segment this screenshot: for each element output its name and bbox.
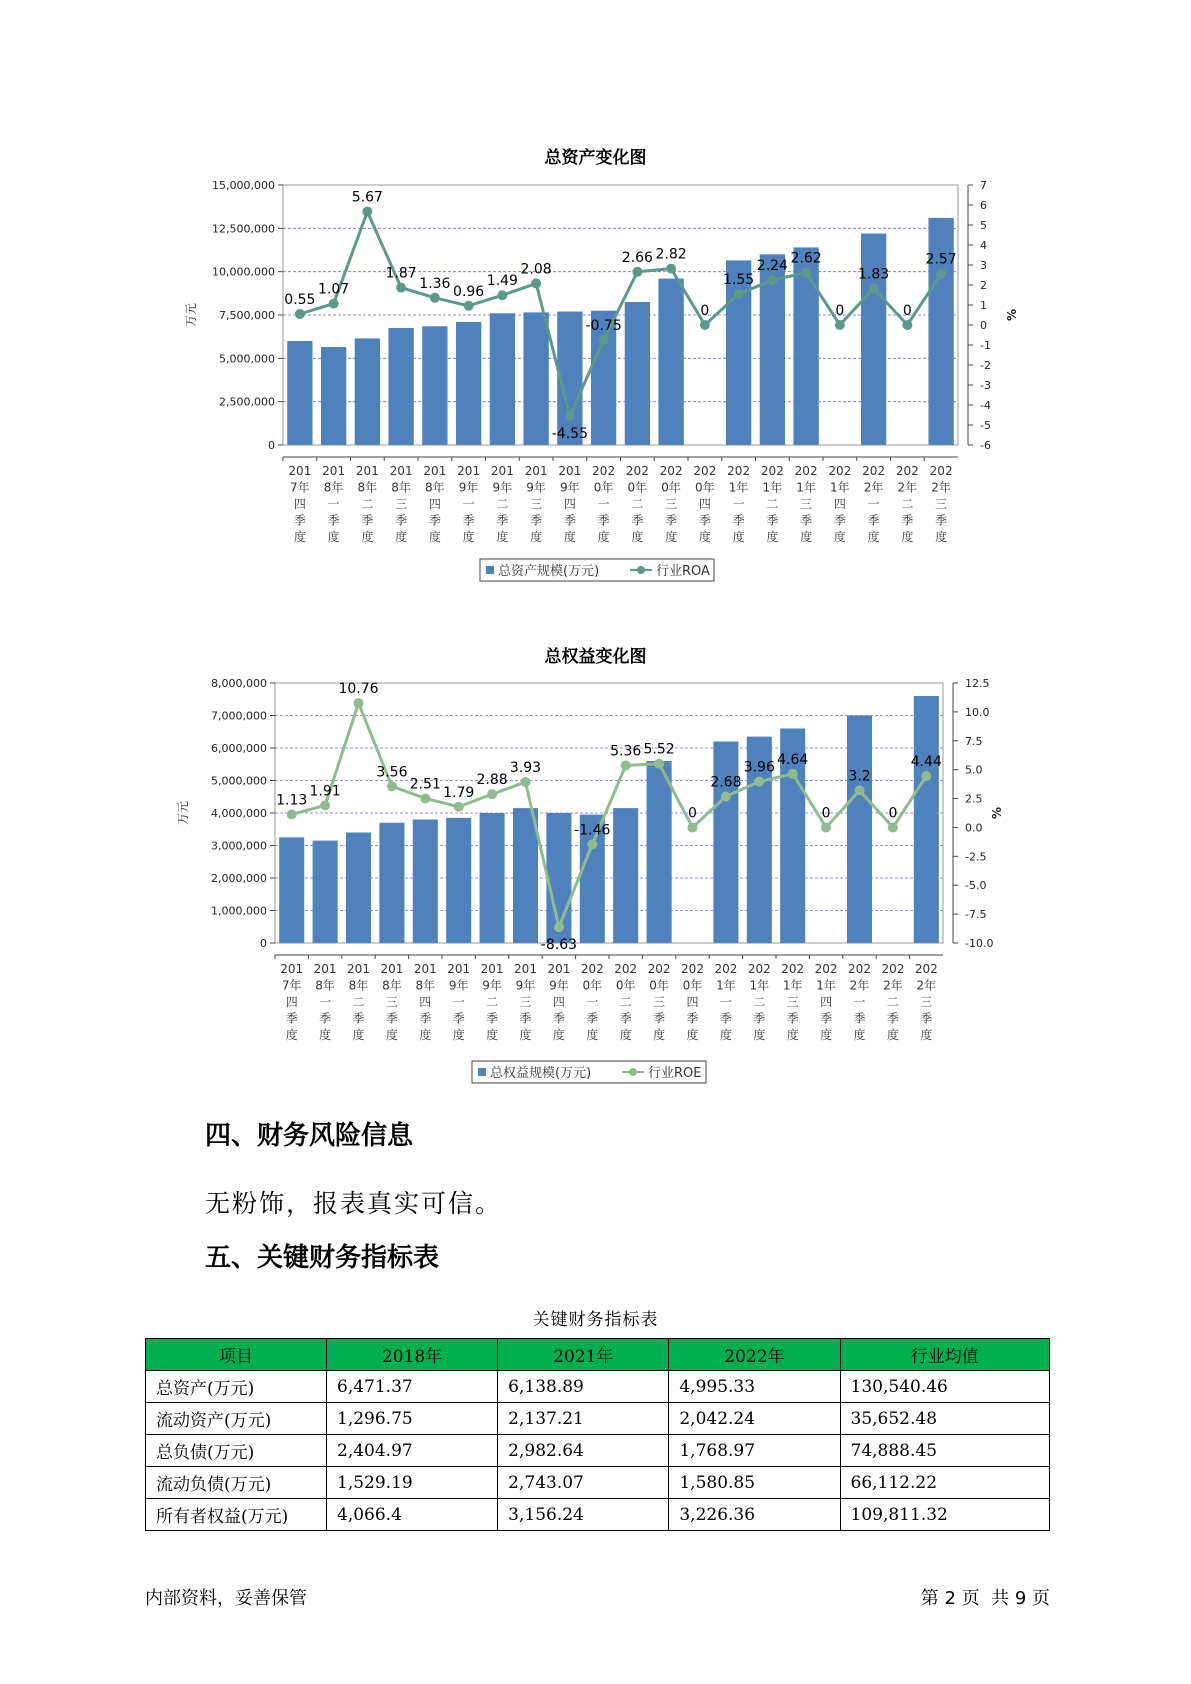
line-point [287, 809, 297, 819]
bar [422, 326, 447, 445]
x-tick-label: 201 7年四季度 [288, 464, 312, 544]
data-label: 0 [688, 805, 697, 822]
bar [625, 302, 650, 445]
x-tick-label: 202 2年三季度 [929, 464, 953, 544]
x-tick-label: 201 7年四季度 [280, 962, 304, 1042]
table-cell: 流动资产(万元) [146, 1403, 327, 1435]
table-cell: 130,540.46 [840, 1371, 1049, 1403]
table-caption: 关键财务指标表 [532, 1310, 659, 1330]
x-tick-label: 202 1年一季度 [727, 464, 751, 544]
bar [480, 813, 505, 943]
table-cell: 总资产(万元) [146, 1371, 327, 1403]
x-tick-label: 201 8年四季度 [413, 962, 437, 1042]
legend-bar-label: 总权益规模(万元) [490, 1066, 592, 1081]
equity-chart-title: 总权益变化图 [544, 647, 647, 667]
data-label: 1.79 [443, 784, 475, 801]
bar [313, 841, 338, 943]
table-cell: 1,296.75 [327, 1403, 498, 1435]
line-point [869, 283, 879, 293]
line-point [936, 269, 946, 279]
y-tick-label: 8,000,000 [211, 677, 267, 690]
x-tick-label: 202 0年四季度 [681, 962, 704, 1042]
line-point [420, 793, 430, 803]
y2-tick-label: 7.5 [965, 734, 983, 748]
line-point [821, 822, 831, 832]
y2-tick-label: 5.0 [965, 763, 983, 777]
data-label: 3.56 [376, 764, 408, 781]
line-point [554, 922, 564, 932]
data-label: 0 [821, 805, 831, 822]
table-cell: 1,529.19 [327, 1467, 498, 1499]
line-point [587, 839, 597, 849]
footer-page-number: 第 2 页 共 9 页 [920, 1588, 1050, 1609]
header-cell: 项目 [146, 1339, 327, 1371]
data-label: 2.68 [710, 774, 742, 791]
line-point [497, 290, 507, 300]
data-label: 0 [888, 805, 898, 822]
y2-tick-label: -2 [980, 359, 991, 372]
y2-tick-label: 2 [980, 279, 987, 292]
line-point [700, 320, 710, 330]
y-tick-label: 4,000,000 [211, 807, 267, 820]
line-point [521, 777, 531, 787]
data-label: 1.13 [276, 792, 308, 809]
bar [613, 808, 638, 943]
line-point [788, 769, 798, 779]
y-tick-label: 3,000,000 [211, 839, 267, 853]
header-cell: 2021年 [498, 1339, 669, 1371]
risk-section-text: 无粉饰，报表真实可信。 [205, 1189, 503, 1218]
table-cell: 2,404.97 [327, 1435, 498, 1467]
y2-tick-label: 4 [980, 239, 987, 252]
line-point [734, 289, 744, 299]
line-point [888, 822, 898, 832]
data-label: -0.75 [585, 318, 622, 334]
x-tick-label: 202 1年二季度 [747, 962, 771, 1042]
y2-axis-title: % [990, 806, 1004, 820]
line-point [721, 791, 731, 801]
table-cell: 2,743.07 [498, 1467, 669, 1499]
y2-tick-label: 0.0 [965, 821, 983, 835]
x-tick-label: 202 0年四季度 [693, 464, 717, 544]
line-point [654, 759, 664, 769]
bar [456, 322, 481, 445]
x-tick-label: 202 0年二季度 [614, 962, 638, 1042]
data-label: 2.51 [409, 776, 441, 793]
line-point [295, 309, 305, 319]
data-label: 3.2 [848, 768, 871, 785]
line-point [464, 301, 474, 311]
table-cell: 2,982.64 [498, 1435, 669, 1467]
data-label: 5.52 [643, 741, 675, 758]
line-point [354, 698, 364, 708]
line-point [688, 822, 698, 832]
bar [914, 696, 939, 943]
data-label: 2.24 [756, 258, 788, 275]
y2-tick-label: 1 [980, 299, 987, 312]
y-tick-label: 5,000,000 [219, 352, 275, 366]
x-tick-label: 202 1年四季度 [814, 962, 838, 1042]
bar [388, 328, 413, 445]
legend-line-marker [637, 566, 645, 574]
data-label: 1.83 [858, 266, 890, 283]
y-axis-title: 万元 [184, 302, 198, 328]
bar [713, 742, 738, 944]
bar [726, 260, 751, 445]
y2-tick-label: -10.0 [965, 937, 994, 950]
table-cell: 3,226.36 [669, 1499, 840, 1531]
x-tick-label: 202 1年四季度 [828, 464, 852, 544]
equity-chart [0, 670, 1191, 1095]
line-point [387, 781, 397, 791]
data-label: 1.87 [385, 265, 417, 282]
data-label: 10.76 [338, 681, 379, 698]
data-label: 3.93 [509, 760, 542, 777]
data-label: 0.55 [284, 292, 316, 308]
line-point [902, 320, 912, 330]
data-label: 1.36 [419, 275, 451, 292]
x-tick-label: 202 1年一季度 [714, 962, 738, 1042]
table-cell: 所有者权益(万元) [146, 1499, 327, 1531]
x-tick-label: 201 8年二季度 [355, 464, 379, 544]
data-label: 2.66 [621, 249, 653, 266]
x-tick-label: 201 9年三季度 [514, 962, 537, 1042]
x-tick-label: 201 8年三季度 [380, 962, 404, 1042]
y-tick-label: 6,000,000 [211, 742, 267, 755]
y2-tick-label: -4 [980, 399, 991, 412]
data-label: 1.49 [486, 273, 518, 290]
legend-line-label: 行业ROA [656, 564, 710, 579]
line-point [767, 275, 777, 285]
data-label: 0 [700, 303, 710, 319]
x-tick-label: 201 8年一季度 [322, 464, 346, 544]
data-label: 1.91 [309, 783, 341, 800]
data-label: 3.96 [743, 759, 775, 776]
header-cell: 2022年 [669, 1339, 840, 1371]
y2-tick-label: -3 [980, 379, 991, 392]
table-cell: 74,888.45 [840, 1435, 1049, 1467]
y-tick-label: 2,000,000 [211, 872, 267, 885]
data-label: 0 [902, 303, 912, 319]
legend-line-label: 行业ROE [648, 1066, 702, 1081]
data-label: 1.55 [723, 272, 755, 288]
y-tick-label: 2,500,000 [219, 395, 275, 409]
assets-chart [0, 168, 1191, 588]
header-cell: 行业均值 [840, 1339, 1049, 1371]
line-point [454, 802, 464, 812]
table-row [146, 1403, 1050, 1435]
y2-tick-label: 5 [980, 219, 987, 232]
table-cell: 3,156.24 [498, 1499, 669, 1531]
x-tick-label: 202 2年二季度 [895, 464, 919, 544]
x-tick-label: 202 0年一季度 [580, 962, 604, 1042]
legend-line-marker [629, 1068, 637, 1076]
table-cell: 6,471.37 [327, 1371, 498, 1403]
line-point [855, 785, 865, 795]
line-point [921, 771, 931, 781]
line-point [430, 293, 440, 303]
header-cell: 2018年 [327, 1339, 498, 1371]
y2-tick-label: 0 [980, 319, 987, 332]
line-point [396, 283, 406, 293]
bar [513, 808, 538, 943]
x-tick-label: 202 1年三季度 [781, 962, 805, 1042]
line-point [632, 267, 642, 277]
y2-tick-label: -1 [980, 339, 991, 352]
x-tick-label: 201 9年四季度 [558, 464, 582, 544]
bar [413, 820, 438, 944]
line-point [362, 207, 372, 217]
table-cell: 66,112.22 [840, 1467, 1049, 1499]
bar [658, 279, 683, 445]
data-label: 2.08 [520, 261, 552, 278]
x-tick-label: 201 9年二季度 [490, 464, 514, 544]
bar [647, 761, 672, 943]
y2-axis-title: % [1005, 308, 1019, 322]
bar [279, 837, 304, 943]
x-tick-label: 201 8年二季度 [347, 962, 370, 1042]
risk-section-heading: 四、财务风险信息 [205, 1121, 414, 1151]
data-label: 0.96 [453, 283, 485, 300]
table-cell: 1,580.85 [669, 1467, 840, 1499]
table-row [146, 1435, 1050, 1467]
bar [346, 833, 371, 944]
x-tick-label: 202 2年三季度 [914, 962, 938, 1042]
x-tick-label: 201 8年一季度 [313, 962, 337, 1042]
table-cell: 流动负债(万元) [146, 1467, 327, 1499]
line-point [565, 411, 575, 421]
table-row [146, 1371, 1050, 1403]
table-cell: 4,995.33 [669, 1371, 840, 1403]
line-point [621, 761, 631, 771]
data-label: 4.44 [910, 754, 942, 771]
x-tick-label: 202 2年一季度 [862, 464, 886, 544]
y-tick-label: 7,500,000 [219, 309, 275, 322]
data-label: 2.57 [925, 251, 957, 268]
x-tick-label: 201 9年三季度 [524, 464, 548, 544]
data-label: 2.88 [476, 772, 508, 789]
y2-tick-label: -5 [980, 419, 991, 432]
line-point [329, 299, 339, 309]
x-tick-label: 201 8年三季度 [389, 464, 413, 544]
x-tick-label: 202 1年二季度 [760, 464, 784, 544]
line-point [801, 268, 811, 278]
y-tick-label: 15,000,000 [212, 179, 275, 192]
data-label: 5.67 [351, 189, 383, 206]
y2-tick-label: -6 [980, 439, 991, 452]
y-tick-label: 10,000,000 [212, 265, 275, 279]
line-point [599, 335, 609, 345]
x-tick-label: 201 9年二季度 [480, 962, 504, 1042]
table-row [146, 1499, 1050, 1531]
table-cell: 总负债(万元) [146, 1435, 327, 1467]
key-financial-indicators-table [145, 1338, 1050, 1531]
line-point [754, 777, 764, 787]
x-tick-label: 201 8年四季度 [423, 464, 447, 544]
y-tick-label: 5,000,000 [211, 774, 267, 788]
line-point [835, 320, 845, 330]
table-row [146, 1467, 1050, 1499]
table-header-row [146, 1339, 1050, 1371]
y-tick-label: 12,500,000 [212, 222, 275, 236]
bar [321, 347, 346, 445]
legend-bar-swatch [478, 1068, 486, 1076]
y2-tick-label: -7.5 [965, 908, 987, 922]
kfi-section-heading: 五、关键财务指标表 [205, 1243, 440, 1273]
data-label: -4.55 [551, 426, 588, 442]
y2-tick-label: 10.0 [965, 705, 990, 719]
x-tick-label: 202 0年三季度 [647, 962, 671, 1042]
bar [287, 341, 312, 445]
y-tick-label: 0 [268, 439, 275, 452]
x-tick-label: 202 0年一季度 [592, 464, 616, 544]
x-tick-label: 202 2年二季度 [881, 962, 905, 1042]
data-label: 1.07 [318, 281, 350, 298]
data-label: 4.64 [777, 751, 809, 768]
x-tick-label: 201 9年一季度 [457, 464, 481, 544]
x-tick-label: 202 0年二季度 [625, 464, 649, 544]
x-tick-label: 201 9年一季度 [447, 962, 471, 1042]
y-tick-label: 1,000,000 [211, 904, 267, 918]
y-tick-label: 0 [260, 937, 267, 950]
table-cell: 4,066.4 [327, 1499, 498, 1531]
y2-tick-label: 3 [980, 259, 987, 272]
y2-tick-label: 2.5 [965, 792, 983, 806]
table-cell: 109,811.32 [840, 1499, 1049, 1531]
legend-bar-swatch [486, 566, 494, 574]
table-cell: 2,137.21 [498, 1403, 669, 1435]
x-tick-label: 201 9年四季度 [547, 962, 571, 1042]
data-label: 2.62 [790, 250, 822, 267]
line-point [487, 789, 497, 799]
table-cell: 2,042.24 [669, 1403, 840, 1435]
bar [523, 312, 548, 445]
table-cell: 1,768.97 [669, 1435, 840, 1467]
y2-tick-label: -2.5 [965, 850, 987, 864]
line-point [666, 264, 676, 274]
bar [379, 823, 404, 943]
data-label: 2.82 [655, 246, 687, 263]
y2-tick-label: 6 [980, 199, 987, 212]
bar [355, 338, 380, 445]
data-label: 0 [835, 303, 845, 319]
table-cell: 35,652.48 [840, 1403, 1049, 1435]
y2-tick-label: 12.5 [965, 677, 990, 690]
x-tick-label: 202 1年三季度 [794, 464, 818, 544]
footer-confidential-note: 内部资料，妥善保管 [145, 1588, 307, 1609]
x-tick-label: 202 0年三季度 [659, 464, 683, 544]
bar [446, 818, 471, 943]
y2-tick-label: 7 [980, 179, 987, 192]
bar [490, 313, 515, 445]
bar [847, 716, 872, 944]
line-point [320, 800, 330, 810]
data-label: -1.46 [574, 822, 611, 839]
legend-bar-label: 总资产规模(万元) [498, 564, 600, 579]
x-tick-label: 202 2年一季度 [848, 962, 871, 1042]
table-cell: 6,138.89 [498, 1371, 669, 1403]
assets-chart-title: 总资产变化图 [544, 148, 647, 168]
line-point [531, 278, 541, 288]
data-label: 5.36 [610, 743, 642, 760]
y-tick-label: 7,000,000 [211, 709, 267, 723]
data-label: -8.63 [540, 937, 578, 954]
bar [861, 234, 886, 445]
y2-tick-label: -5.0 [965, 879, 987, 893]
y-axis-title: 万元 [176, 800, 190, 826]
